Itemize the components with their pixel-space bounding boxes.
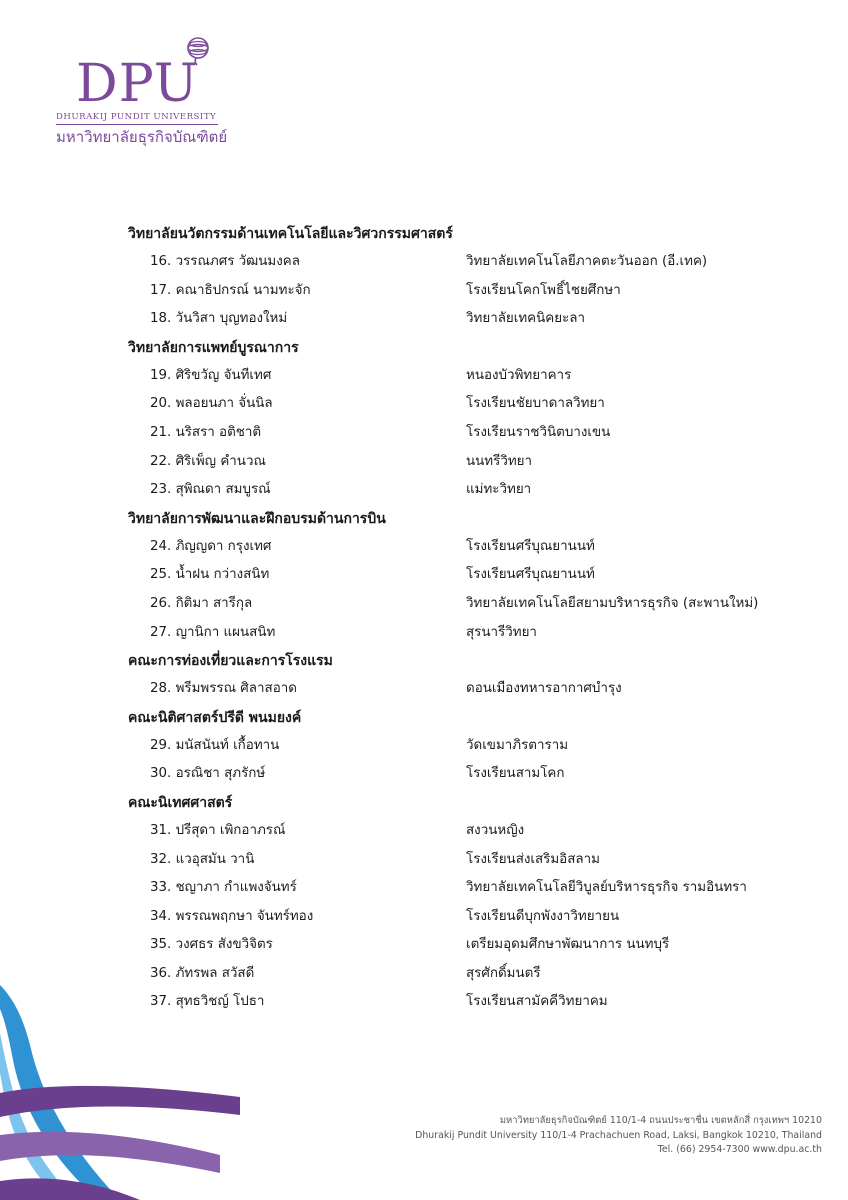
school-name: สงวนหญิง (466, 822, 525, 838)
school-name: สุรนารีวิทยา (466, 624, 537, 640)
school-name: โรงเรียนสามโคก (466, 766, 565, 782)
list-item (128, 903, 808, 932)
list-item (128, 561, 808, 590)
faculty-heading: วิทยาลัยการพัฒนาและฝึกอบรมด้านการบิน (128, 510, 386, 527)
faculty-heading: คณะการท่องเที่ยวและการโรงแรม (128, 653, 333, 670)
list-item (128, 419, 808, 448)
student-entry: 33. ชญาภา กำแพงจันทร์ (150, 880, 297, 896)
list-item (128, 732, 808, 761)
logo-thai-name: มหาวิทยาลัยธุรกิจบัณฑิตย์ (56, 128, 228, 146)
student-entry: 35. วงศธร สังขวิจิตร (150, 937, 273, 953)
faculty-group (128, 647, 808, 704)
logo-wordmark: DPU (76, 54, 199, 114)
list-item (128, 590, 808, 619)
school-name: โรงเรียนสามัคคีวิทยาคม (466, 994, 608, 1010)
school-name: โรงเรียนศรีบุณยานนท์ (466, 538, 595, 554)
student-entry: 30. อรณิชา สุภรักษ์ (150, 766, 266, 782)
student-entry: 19. ศิริขวัญ จันทีเทศ (150, 367, 272, 383)
school-name: วิทยาลัยเทคโนโลยีสยามบริหารธุรกิจ (สะพานใหม่) (466, 595, 759, 611)
list-item (128, 476, 808, 505)
student-entry: 20. พลอยนภา จั่นนิล (150, 396, 273, 412)
list-item (128, 277, 808, 306)
school-name: โรงเรียนราชวินิตบางเขน (466, 424, 611, 440)
student-entry: 26. กิติมา สารีกุล (150, 595, 253, 611)
school-name: วัดเขมาภิรตาราม (466, 737, 569, 753)
student-entry: 16. วรรณภศร วัฒนมงคล (150, 254, 300, 269)
school-name: เตรียมอุดมศึกษาพัฒนาการ นนทบุรี (466, 937, 670, 953)
footer-thai-address: มหาวิทยาลัยธุรกิจบัณฑิตย์ 110/1-4 ถนนประชาชื่น เขตหลักสี่ กรุงเทพฯ 10210 (499, 1115, 822, 1126)
student-entry: 22. ศิริเพ็ญ คำนวณ (150, 453, 266, 469)
school-name: สุรศักดิ์มนตรี (466, 965, 541, 981)
dpu-logo (56, 34, 226, 144)
faculty-group (128, 505, 808, 647)
school-name: นนทรีวิทยา (466, 453, 533, 469)
student-entry: 36. ภัทรพล สวัสดี (150, 965, 255, 981)
student-entry: 25. น้ำฝน กว่างสนิท (150, 567, 270, 583)
logo-english-name: DHURAKIJ PUNDIT UNIVERSITY (56, 112, 217, 122)
student-entry: 32. แวอุสมัน วานิ (150, 851, 255, 867)
list-item (128, 619, 808, 648)
student-entry: 37. สุทธวิชญ์ โปธา (150, 994, 265, 1010)
student-entry: 18. วันวิสา บุญทองใหม่ (150, 311, 288, 327)
faculty-group (128, 334, 808, 505)
list-item (128, 533, 808, 562)
school-name: โรงเรียนดีบุกพังงาวิทยายน (466, 908, 620, 924)
school-name: ดอนเมืองทหารอากาศบำรุง (466, 681, 622, 697)
footer-contact: Tel. (66) 2954-7300 www.dpu.ac.th (657, 1144, 822, 1155)
faculty-heading: คณะนิติศาสตร์ปรีดี พนมยงค์ (128, 709, 302, 726)
student-entry: 29. มนัสนันท์ เกื้อทาน (150, 737, 280, 753)
school-name: โรงเรียนโคกโพธิ์ไชยศึกษา (466, 282, 621, 298)
footer-english-address: Dhurakij Pundit University 110/1-4 Prachachuen Road, Laksi, Bangkok 10210, Thailand (415, 1129, 822, 1141)
student-entry: 34. พรรณพฤกษา จันทร์ทอง (150, 908, 314, 924)
list-item (128, 817, 808, 846)
list-item (128, 846, 808, 875)
faculty-heading: คณะนิเทศศาสตร์ (128, 794, 233, 811)
list-item (128, 931, 808, 960)
student-entry: 17. คณาธิปกรณ์ นามทะจัก (150, 282, 311, 298)
school-name: วิทยาลัยเทคนิคยะลา (466, 311, 585, 327)
decorative-swoosh (0, 985, 240, 1200)
school-name: โรงเรียนศรีบุณยานนท์ (466, 567, 595, 583)
list-item (128, 874, 808, 903)
faculty-group (128, 220, 808, 334)
student-entry: 23. สุพิณดา สมบูรณ์ (150, 482, 271, 498)
student-entry: 24. ภิญญดา กรุงเทศ (150, 538, 272, 554)
list-item (128, 305, 808, 334)
list-item (128, 675, 808, 704)
school-name: โรงเรียนชัยบาดาลวิทยา (466, 396, 605, 412)
student-entry: 27. ญานิกา แผนสนิท (150, 624, 276, 640)
student-list (128, 220, 808, 1017)
list-item (128, 248, 808, 277)
school-name: วิทยาลัยเทคโนโลยีวิบูลย์บริหารธุรกิจ รามอินทรา (466, 880, 747, 896)
faculty-heading: วิทยาลัยนวัตกรรมด้านเทคโนโลยีและวิศวกรรมศาสตร์ (128, 226, 453, 242)
list-item (128, 362, 808, 391)
footer-address (322, 1114, 822, 1158)
list-item (128, 448, 808, 477)
faculty-heading: วิทยาลัยการแพทย์บูรณาการ (128, 339, 299, 356)
school-name: โรงเรียนส่งเสริมอิสลาม (466, 851, 600, 867)
list-item (128, 390, 808, 419)
student-entry: 21. นริสรา อติชาติ (150, 424, 262, 440)
school-name: หนองบัวพิทยาคาร (466, 367, 572, 383)
school-name: แม่ทะวิทยา (466, 482, 532, 498)
faculty-group (128, 704, 808, 789)
faculty-group (128, 789, 808, 1017)
list-item (128, 760, 808, 789)
student-entry: 31. ปรีสุดา เพิกอาภรณ์ (150, 822, 286, 838)
student-entry: 28. พรีมพรรณ ศิลาสอาด (150, 681, 297, 697)
school-name: วิทยาลัยเทคโนโลยีภาคตะวันออก (อี.เทค) (466, 254, 708, 269)
